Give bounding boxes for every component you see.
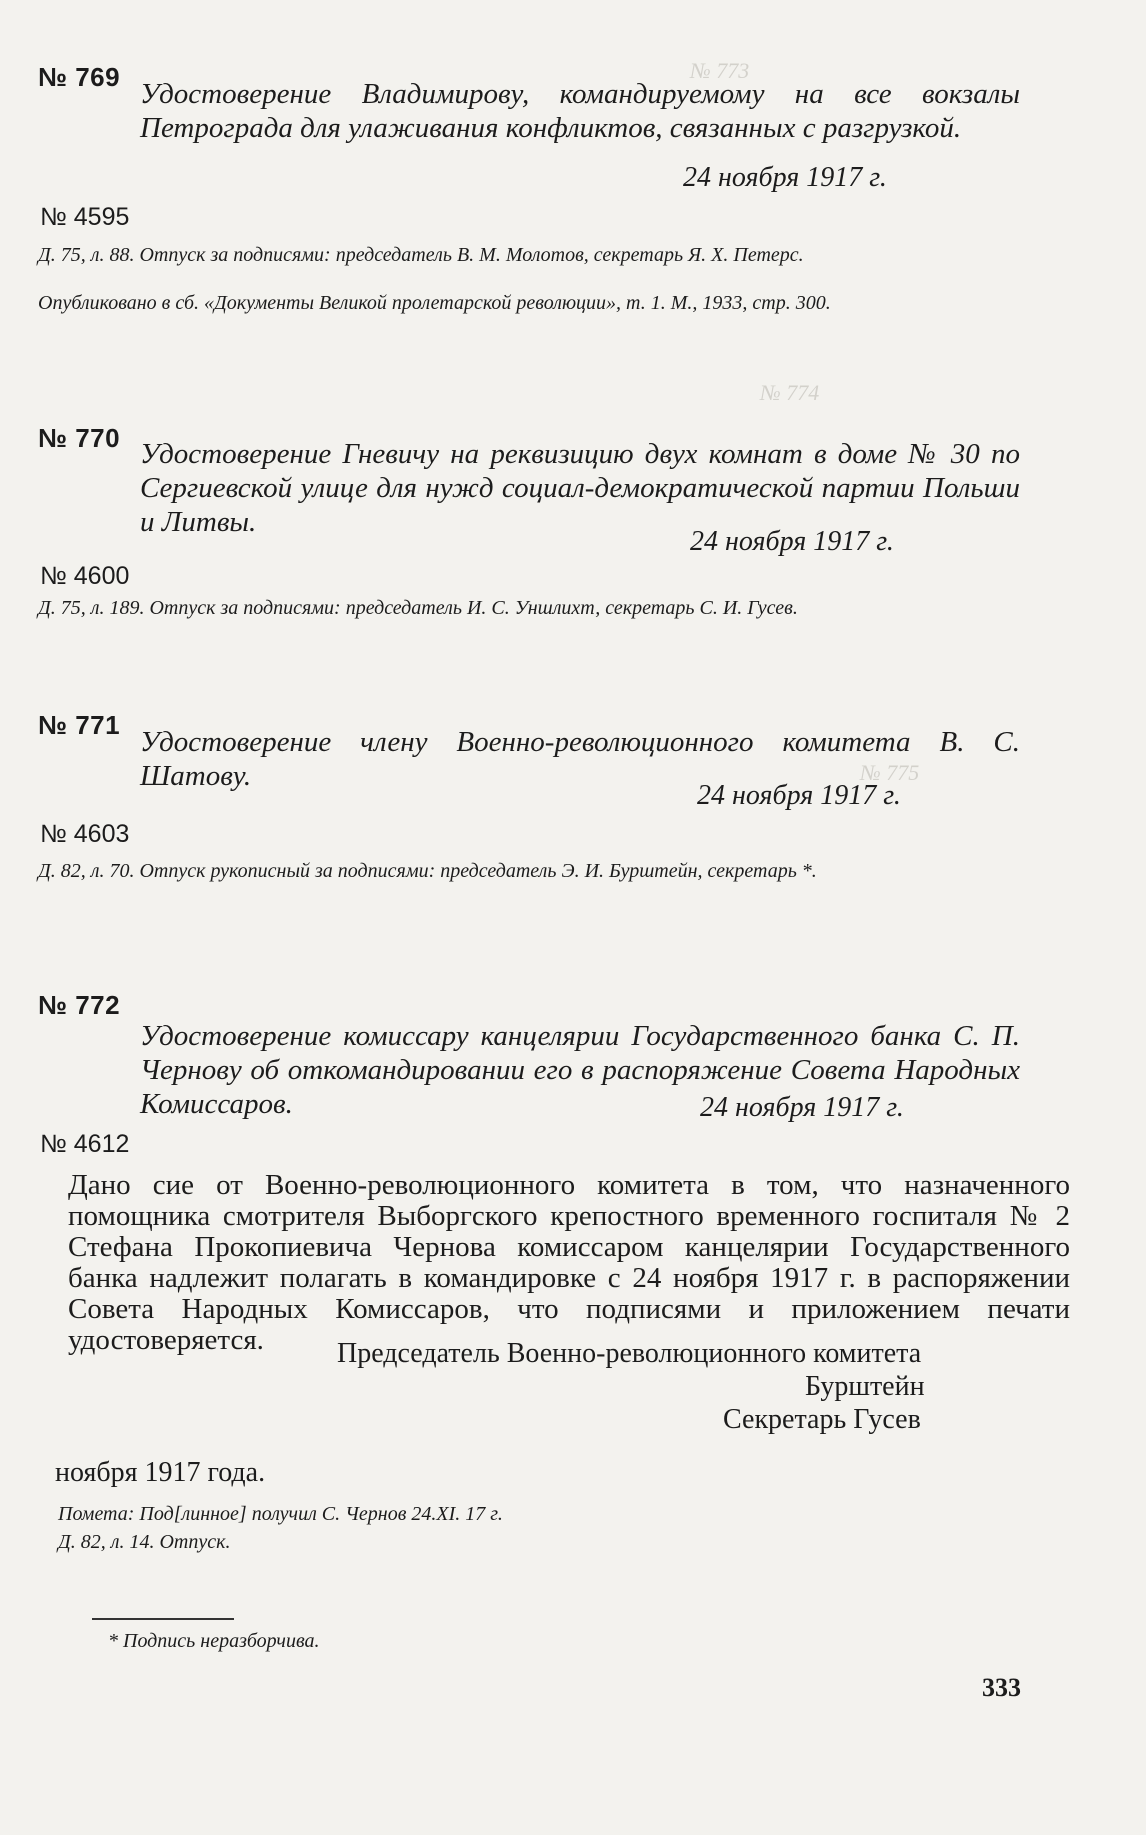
secretary-signature: Секретарь Гусев [723,1404,921,1435]
doc-number: № 771 [38,710,121,740]
doc-body: Дано сие от Военно-революционного комитета в том, что назначенного помощника смотрителя Выборгского крепостного временного госпиталя № 2 Стефана Прокопиевича Чернова комиссаром канцелярии Государственного банка надлежит полагать в командировке с 24 ноября 1917 г. в распоряжении Совета Народных Комиссаров, что подписями и приложением печати удостоверяется. [68,1169,1070,1356]
doc-date: 24 ноября 1917 г. [690,526,894,557]
publication-note: Опубликовано в сб. «Документы Великой пролетарской революции», т. 1. М., 1933, стр. 300. [38,292,831,314]
doc-date: 24 ноября 1917 г. [697,780,901,811]
footnote-divider [92,1618,234,1620]
archival-note: Д. 82, л. 70. Отпуск рукописный за подписями: председатель Э. И. Бурштейн, секретарь *. [38,860,817,882]
doc-title: Удостоверение члену Военно-революционного комитета В. С. Шатову. [140,726,1020,792]
doc-title: Удостоверение комиссару канцелярии Государственного банка С. П. Чернову об откомандировании его в распоряжение Совета Народных Комиссаров. [140,1020,1020,1120]
registry-number: № 4603 [40,820,130,848]
receipt-note: Помета: Под[линное] получил С. Чернов 24.XI. 17 г. [58,1503,503,1525]
doc-title: Удостоверение Владимирову, командируемому на все вокзалы Петрограда для улаживания конфликтов, связанных с разгрузкой. [140,78,1020,144]
doc-number: № 769 [38,62,121,92]
page-number: 333 [982,1673,1021,1702]
doc-date: 24 ноября 1917 г. [700,1092,904,1123]
archival-note: Д. 75, л. 88. Отпуск за подписями: председатель В. М. Молотов, секретарь Я. Х. Петерс. [38,244,804,266]
footnote: * Подпись неразборчива. [108,1630,320,1652]
archival-note: Д. 82, л. 14. Отпуск. [58,1531,231,1553]
doc-title: Удостоверение Гневичу на реквизицию двух комнат в доме № 30 по Сергиевской улице для нужд социал-демократической партии Польши и Литвы. [140,438,1020,538]
chairman-name: Бурштейн [805,1371,925,1402]
doc-number: № 772 [38,990,121,1020]
registry-number: № 4612 [40,1130,130,1158]
bleed-through-text: № 773 [690,58,750,83]
registry-number: № 4595 [40,203,130,231]
archival-note: Д. 75, л. 189. Отпуск за подписями: председатель И. С. Уншлихт, секретарь С. И. Гусев. [38,597,798,619]
doc-number: № 770 [38,423,121,453]
bleed-through-text: № 774 [760,380,820,405]
chairman-title: Председатель Военно-революционного комитета [337,1338,922,1369]
closing-date: ноября 1917 года. [55,1457,266,1488]
doc-date: 24 ноября 1917 г. [683,162,887,193]
bleed-through-text: № 775 [860,760,920,785]
registry-number: № 4600 [40,562,130,590]
